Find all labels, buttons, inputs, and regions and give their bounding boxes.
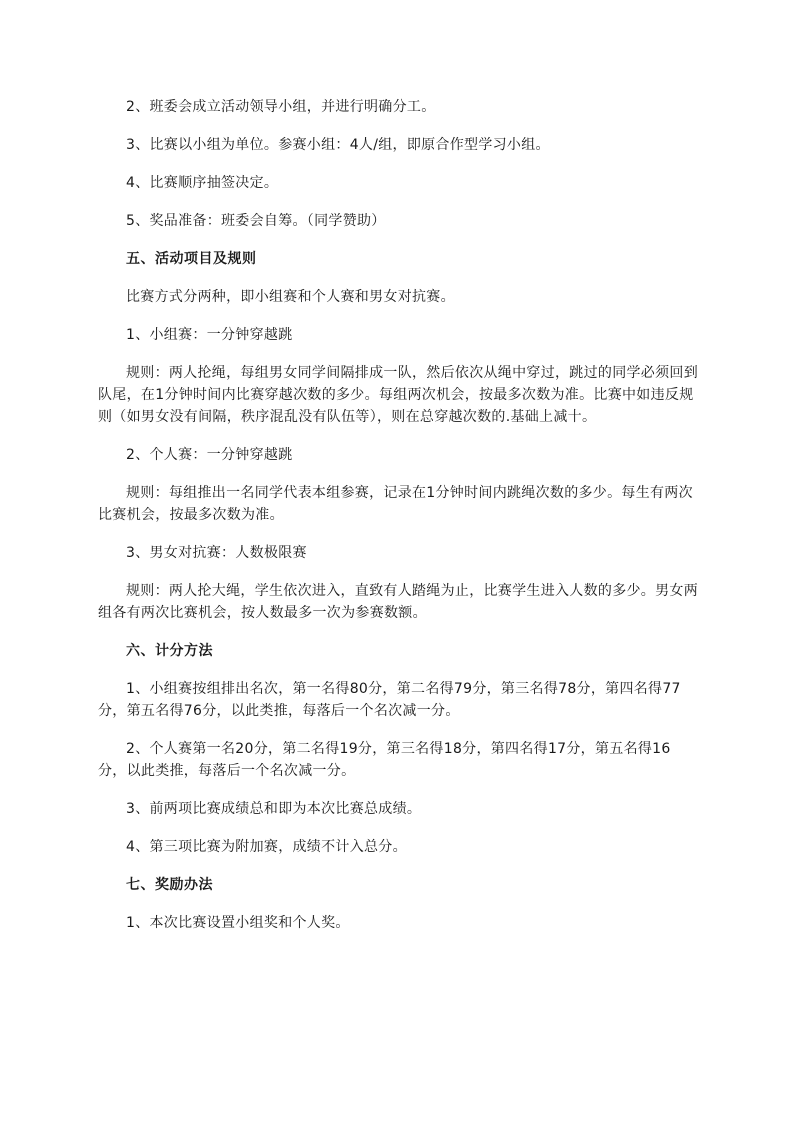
paragraph-group-scoring: 1、小组赛按组排出名次，第一名得80分，第二名得79分，第三名得78分，第四名得77分，第五名得76分，以此类推，每落后一个名次减一分。 <box>98 681 681 719</box>
paragraph-order-draw: 4、比赛顺序抽签决定。 <box>126 175 279 191</box>
paragraph-gender-event: 3、男女对抗赛：人数极限赛 <box>126 545 307 561</box>
paragraph-individual-rules: 规则：每组推出一名同学代表本组参赛，记录在1分钟时间内跳绳次数的多少。每生有两次比赛机会，按最多次数为准。 <box>98 485 693 523</box>
paragraph-group-event: 1、小组赛：一分钟穿越跳 <box>126 327 293 343</box>
paragraph-group-rules: 规则：两人抡绳，每组男女同学间隔排成一队，然后依次从绳中穿过，跳过的同学必须回到队尾，在1分钟时间内比赛穿越次数的多少。每组两次机会，按最多次数为准。比赛中如违反规则（如男女没有间隔，秩序混乱没有队伍等），则在总穿越次数的.基础上减十。 <box>98 365 698 425</box>
paragraph-bonus-event: 4、第三项比赛为附加赛，成绩不计入总分。 <box>126 839 407 855</box>
paragraph-competition-types: 比赛方式分两种，即小组赛和个人赛和男女对抗赛。 <box>126 289 455 305</box>
paragraph-task-division: 2、班委会成立活动领导小组，并进行明确分工。 <box>126 99 436 115</box>
section-heading-awards: 七、奖励办法 <box>126 877 213 893</box>
paragraph-gender-rules: 规则：两人抡大绳，学生依次进入，直致有人踏绳为止，比赛学生进入人数的多少。男女两组各有两次比赛机会，按人数最多一次为参赛数额。 <box>98 583 698 621</box>
section-heading-rules: 五、活动项目及规则 <box>126 251 257 267</box>
paragraph-individual-scoring: 2、个人赛第一名20分，第二名得19分，第三名得18分，第四名得17分，第五名得16分，以此类推，每落后一个名次减一分。 <box>98 741 671 779</box>
paragraph-individual-event: 2、个人赛：一分钟穿越跳 <box>126 447 293 463</box>
paragraph-prize-prep: 5、奖品准备：班委会自筹。（同学赞助） <box>126 213 386 229</box>
paragraph-total-score: 3、前两项比赛成绩总和即为本次比赛总成绩。 <box>126 801 422 817</box>
paragraph-group-unit: 3、比赛以小组为单位。参赛小组：4人/组，即原合作型学习小组。 <box>126 137 550 153</box>
section-heading-scoring: 六、计分方法 <box>126 643 213 659</box>
paragraph-awards: 1、本次比赛设置小组奖和个人奖。 <box>126 915 350 931</box>
document-body <box>98 96 698 950</box>
